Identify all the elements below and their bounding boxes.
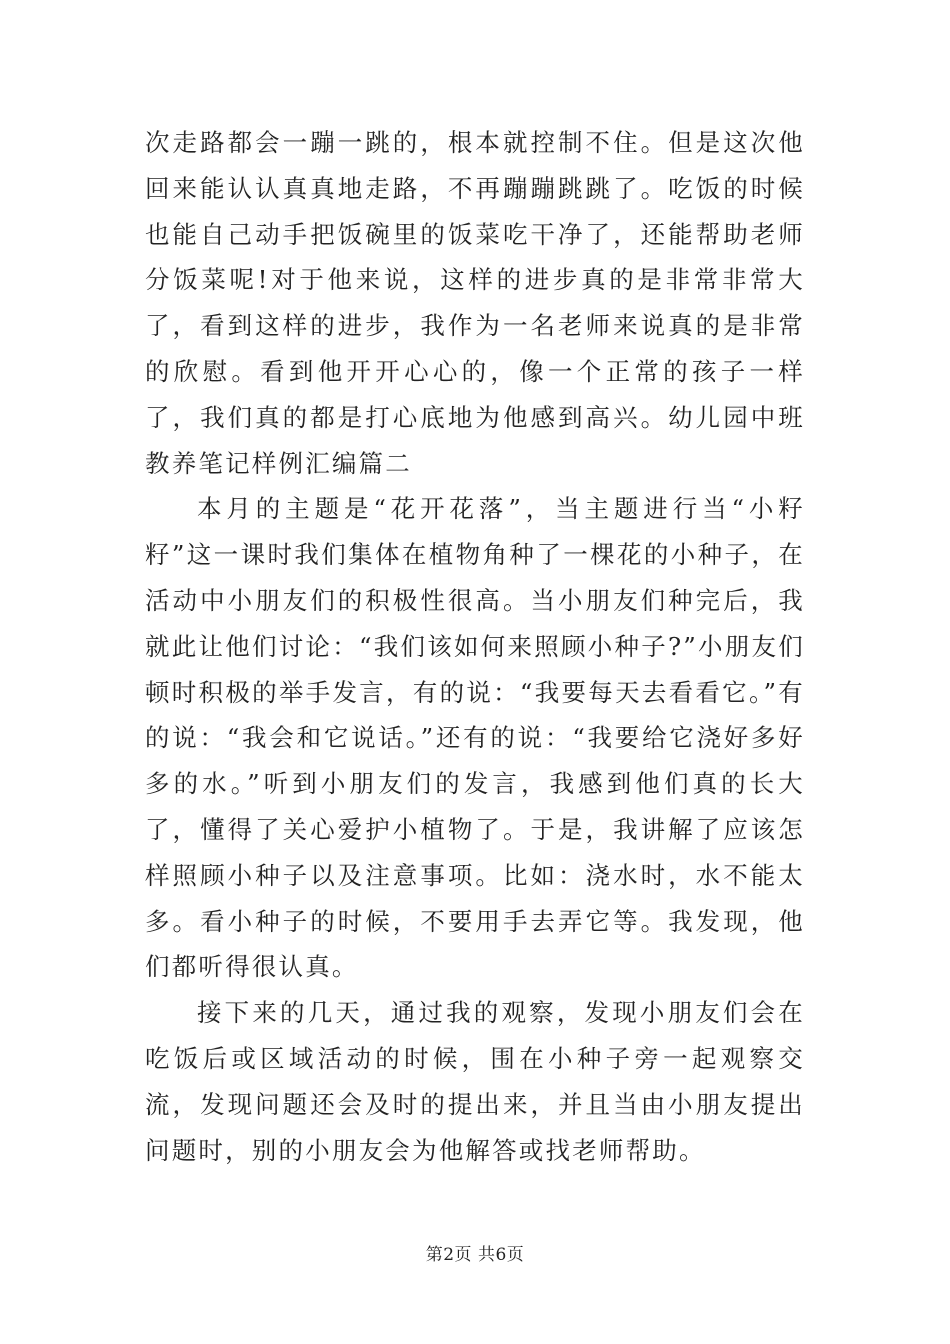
page-number-footer: 第2页 共6页 (425, 1245, 525, 1265)
paragraph-continued: 次走路都会一蹦一跳的，根本就控制不住。但是这次他回来能认认真真地走路，不再蹦蹦跳跳了。吃饭的时候也能自己动手把饭碗里的饭菜吃干净了，还能帮助老师分饭菜呢!对于他来说，这样的进步真的是非常非常大了，看到这样的进步，我作为一名老师来说真的是非常的欣慰。看到他开开心心的，像一个正常的孩子一样了，我们真的都是打心底地为他感到高兴。幼儿园中班教养笔记样例汇编篇二 (145, 128, 805, 478)
paragraph-observation: 接下来的几天，通过我的观察，发现小朋友们会在吃饭后或区域活动的时候，围在小种子旁一起观察交流，发现问题还会及时的提出来，并且当由小朋友提出问题时，别的小朋友会为他解答或找老师帮助。 (145, 998, 805, 1165)
document-body (145, 120, 805, 1173)
paragraph-theme: 本月的主题是“花开花落”，当主题进行当“小籽籽”这一课时我们集体在植物角种了一棵花的小种子，在活动中小朋友们的积极性很高。当小朋友们种完后，我就此让他们讨论：“我们该如何来照顾小种子?”小朋友们顿时积极的举手发言，有的说：“我要每天去看看它。”有的说：“我会和它说话。”还有的说：“我要给它浇好多好多的水。”听到小朋友们的发言，我感到他们真的长大了，懂得了关心爱护小植物了。于是，我讲解了应该怎样照顾小种子以及注意事项。比如：浇水时，水不能太多。看小种子的时候，不要用手去弄它等。我发现，他们都听得很认真。 (145, 494, 805, 982)
